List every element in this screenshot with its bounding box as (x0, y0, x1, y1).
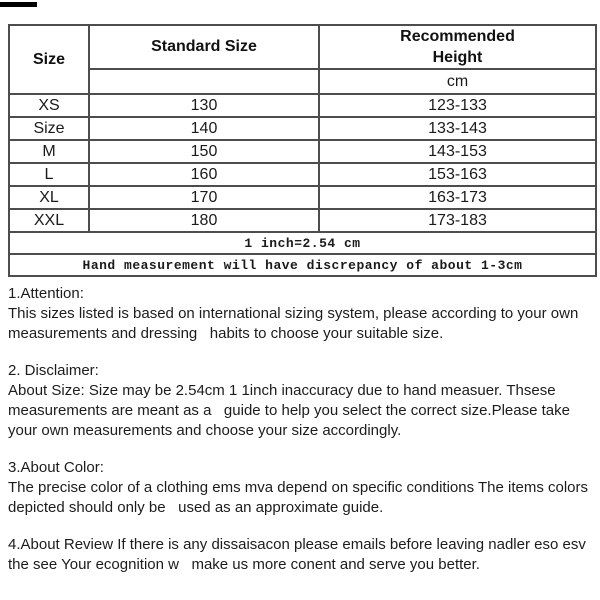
note-heading: 1.Attention: (8, 285, 84, 302)
notes (8, 284, 594, 592)
table-subheader-row (9, 69, 596, 94)
footnote-hand-measurement: Hand measurement will have discrepancy of about 1-3cm (9, 254, 596, 276)
footnote-inch-conversion: 1 inch=2.54 cm (9, 232, 596, 254)
corner-mark (0, 2, 37, 7)
header-cell-size: Size (9, 25, 89, 94)
cell-size: Size (9, 117, 89, 140)
header-cell-recommended-height (319, 25, 596, 69)
note-about-color (8, 458, 594, 518)
cell-height: 123-133 (319, 94, 596, 117)
subheader-cell-standard (89, 69, 319, 94)
table-row (9, 140, 596, 163)
cell-height: 173-183 (319, 209, 596, 232)
footnote-row-discrepancy (9, 254, 596, 276)
cell-standard: 130 (89, 94, 319, 117)
cell-standard: 180 (89, 209, 319, 232)
cell-size: M (9, 140, 89, 163)
cell-height: 153-163 (319, 163, 596, 186)
note-attention (8, 284, 594, 344)
note-body: 4.About Review If there is any dissaisacon please emails before leaving nadler eso esv the see Your ecognition w make us more conent and serve you better. (8, 536, 590, 573)
cell-size: XXL (9, 209, 89, 232)
size-chart-table (8, 24, 597, 277)
cell-standard: 150 (89, 140, 319, 163)
cell-size: XL (9, 186, 89, 209)
cell-size: XS (9, 94, 89, 117)
cell-height: 143-153 (319, 140, 596, 163)
note-body: This sizes listed is based on international sizing system, please according to your own measurements and dressing habits to choose your suitable size. (8, 305, 583, 342)
size-chart (8, 24, 595, 277)
note-body: The precise color of a clothing ems mva depend on specific conditions The items colors depicted should only be used as an approximate guide. (8, 479, 593, 516)
cell-standard: 170 (89, 186, 319, 209)
table-row (9, 117, 596, 140)
footnote-row-inch (9, 232, 596, 254)
note-body: About Size: Size may be 2.54cm 1 1inch inaccuracy due to hand measuer. Thsese measurements are meant as a guide to help you select the correct size.Please take your own measurements and choose your size accordingly. (8, 382, 575, 439)
recommended-line2: Height (432, 49, 483, 66)
table-header-row (9, 25, 596, 69)
cell-height: 133-143 (319, 117, 596, 140)
table-row (9, 94, 596, 117)
cell-height: 163-173 (319, 186, 596, 209)
note-about-review (8, 535, 594, 575)
subheader-cell-unit: cm (319, 69, 596, 94)
table-row (9, 209, 596, 232)
table-row (9, 163, 596, 186)
note-disclaimer (8, 361, 594, 441)
cell-standard: 160 (89, 163, 319, 186)
table-row (9, 186, 596, 209)
note-heading: 2. Disclaimer: (8, 362, 99, 379)
header-cell-standard-size: Standard Size (89, 25, 319, 69)
cell-standard: 140 (89, 117, 319, 140)
note-heading: 3.About Color: (8, 459, 104, 476)
recommended-line1: Recommended (400, 28, 515, 45)
cell-size: L (9, 163, 89, 186)
